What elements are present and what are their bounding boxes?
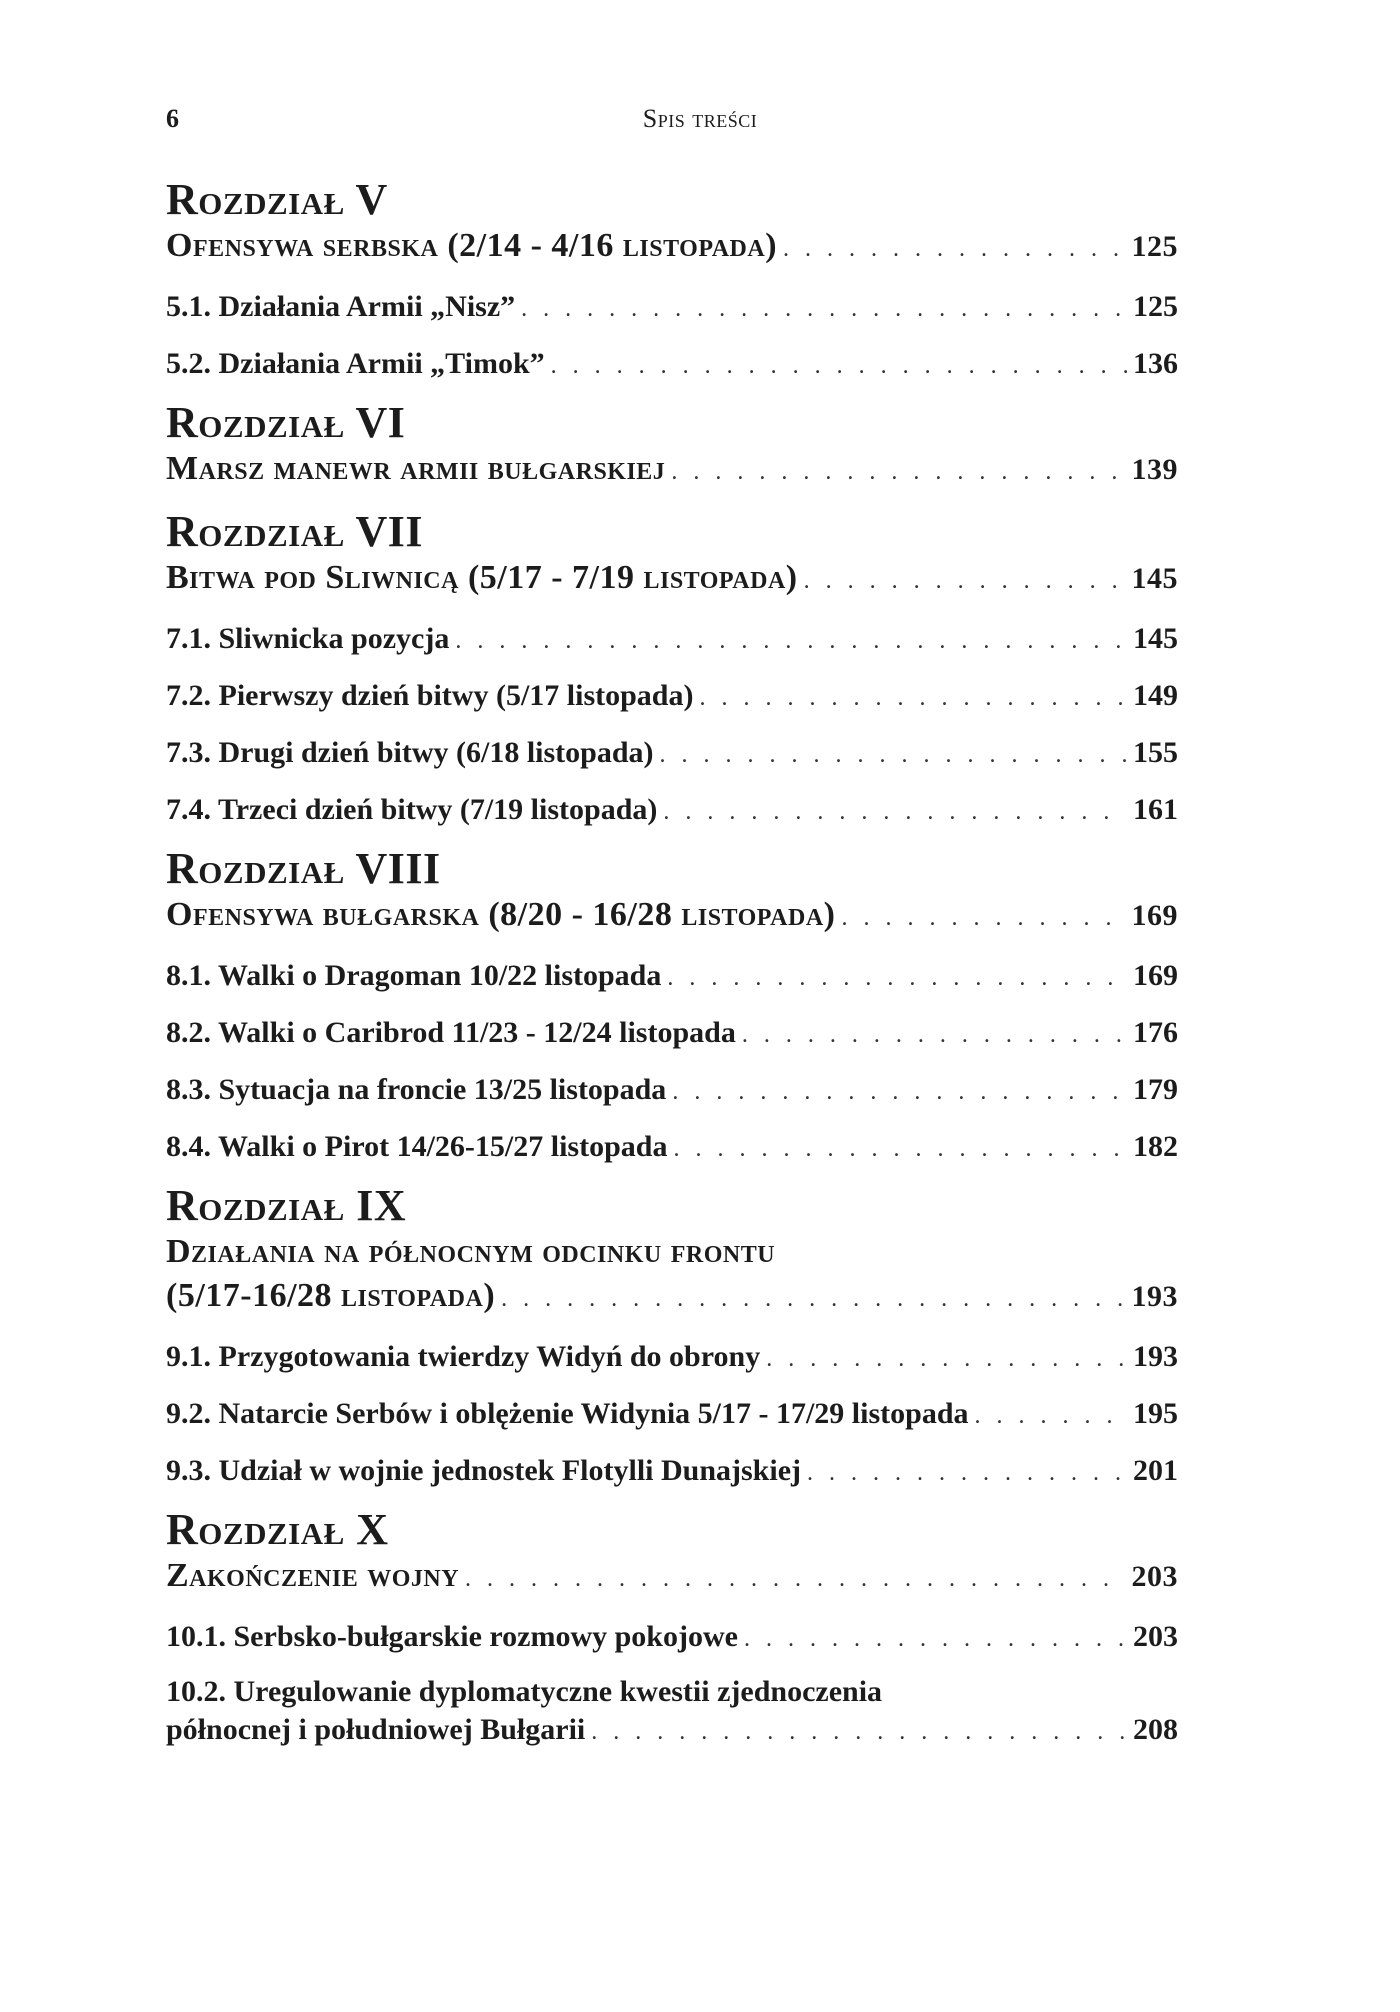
running-head: Spis treści <box>642 104 758 133</box>
page-ref: 139 <box>1131 453 1178 486</box>
chapter-label: Rozdział VI <box>166 398 406 447</box>
page-ref: 149 <box>1133 679 1178 712</box>
dot-leader <box>671 450 1125 494</box>
section-title: 7.4. Trzeci dzień bitwy (7/19 listopada) <box>166 793 658 826</box>
dot-leader <box>660 736 1127 774</box>
page-ref: 125 <box>1131 230 1178 263</box>
chapter-title-row[interactable] <box>166 556 1178 603</box>
chapter-title-row[interactable] <box>166 1274 1178 1321</box>
page-ref: 145 <box>1131 562 1178 595</box>
chapter-label: Rozdział X <box>166 1505 389 1554</box>
page-ref: 136 <box>1133 347 1178 380</box>
page-ref: 161 <box>1133 793 1178 826</box>
section-row[interactable] <box>166 288 1178 328</box>
dot-leader <box>842 896 1126 940</box>
section-title: 9.3. Udział w wojnie jednostek Flotylli Dunajskiej <box>166 1454 802 1487</box>
dot-leader <box>766 1340 1127 1378</box>
page-ref: 182 <box>1133 1130 1178 1163</box>
section-title: 7.3. Drugi dzień bitwy (6/18 listopada) <box>166 736 654 769</box>
dot-leader <box>975 1397 1127 1435</box>
chapter-label: Rozdział IX <box>166 1181 407 1230</box>
section-row[interactable] <box>166 345 1178 385</box>
page-ref: 125 <box>1133 290 1178 323</box>
section-row[interactable] <box>166 620 1178 660</box>
chapter-title: Ofensywa serbska (2/14 - 4/16 listopada) <box>166 227 778 264</box>
dot-leader <box>551 347 1127 385</box>
section-title: 8.2. Walki o Caribrod 11/23 - 12/24 listopada <box>166 1016 736 1049</box>
dot-leader <box>455 622 1127 660</box>
section-row[interactable] <box>166 791 1178 831</box>
chapter-title: (5/17-16/28 listopada) <box>166 1277 496 1314</box>
section-row[interactable] <box>166 1395 1178 1435</box>
dot-leader <box>673 1130 1127 1168</box>
dot-leader <box>699 679 1127 717</box>
page-ref: 193 <box>1131 1280 1178 1313</box>
dot-leader <box>663 793 1127 831</box>
dot-leader <box>501 1277 1125 1321</box>
page-ref: 193 <box>1133 1340 1178 1373</box>
chapter-title-row[interactable] <box>166 224 1178 271</box>
section-title-line[interactable]: 10.2. Uregulowanie dyplomatyczne kwestii zjednoczenia <box>166 1675 883 1708</box>
dot-leader <box>672 1073 1127 1111</box>
page-ref: 179 <box>1133 1073 1178 1106</box>
dot-leader <box>465 1557 1125 1601</box>
chapter-viii <box>166 845 1178 1168</box>
chapter-vi <box>166 399 1178 494</box>
page-ref: 169 <box>1133 959 1178 992</box>
chapter-title: Ofensywa bułgarska (8/20 - 16/28 listopada) <box>166 896 836 933</box>
section-row[interactable] <box>166 677 1178 717</box>
section-title: 9.1. Przygotowania twierdzy Widyń do obrony <box>166 1340 761 1373</box>
section-row[interactable] <box>166 734 1178 774</box>
page-ref: 145 <box>1133 622 1178 655</box>
dot-leader <box>667 959 1127 997</box>
dot-leader <box>783 227 1125 271</box>
section-row[interactable] <box>166 957 1178 997</box>
section-row[interactable] <box>166 1711 1178 1751</box>
section-title: 8.4. Walki o Pirot 14/26-15/27 listopada <box>166 1130 668 1163</box>
table-of-contents <box>166 176 1178 1765</box>
chapter-title: Marsz manewr armii bułgarskiej <box>166 450 666 487</box>
page-number: 6 <box>166 104 179 133</box>
section-title: 5.2. Działania Armii „Timok” <box>166 347 545 380</box>
page-ref: 195 <box>1133 1397 1178 1430</box>
section-row[interactable] <box>166 1128 1178 1168</box>
section-title: 8.3. Sytuacja na froncie 13/25 listopada <box>166 1073 667 1106</box>
chapter-title-row[interactable] <box>166 447 1178 494</box>
chapter-x <box>166 1506 1178 1751</box>
dot-leader <box>744 1620 1127 1658</box>
dot-leader <box>591 1713 1127 1751</box>
section-title: północnej i południowej Bułgarii <box>166 1713 586 1746</box>
chapter-label: Rozdział V <box>166 175 388 224</box>
chapter-title-row[interactable] <box>166 893 1178 940</box>
dot-leader <box>521 290 1127 328</box>
section-row[interactable] <box>166 1452 1178 1492</box>
dot-leader <box>804 559 1126 603</box>
section-row[interactable] <box>166 1618 1178 1658</box>
page-ref: 169 <box>1131 899 1178 932</box>
dot-leader <box>807 1454 1127 1492</box>
page-ref: 155 <box>1133 736 1178 769</box>
chapter-title: Zakończenie wojny <box>166 1557 460 1594</box>
section-row[interactable] <box>166 1338 1178 1378</box>
chapter-label: Rozdział VIII <box>166 844 441 893</box>
section-title: 7.1. Sliwnicka pozycja <box>166 622 450 655</box>
chapter-label: Rozdział VII <box>166 507 423 556</box>
section-title: 8.1. Walki o Dragoman 10/22 listopada <box>166 959 662 992</box>
page-ref: 203 <box>1131 1560 1178 1593</box>
chapter-vii <box>166 508 1178 831</box>
section-title: 10.1. Serbsko-bułgarskie rozmowy pokojowe <box>166 1620 738 1653</box>
page-ref: 203 <box>1133 1620 1178 1653</box>
page-ref: 176 <box>1133 1016 1178 1049</box>
chapter-v <box>166 176 1178 385</box>
chapter-title-line[interactable]: Działania na północnym odcinku frontu <box>166 1233 776 1270</box>
chapter-title: Bitwa pod Sliwnicą (5/17 - 7/19 listopada) <box>166 559 798 596</box>
section-row[interactable] <box>166 1014 1178 1054</box>
dot-leader <box>742 1016 1127 1054</box>
section-title: 7.2. Pierwszy dzień bitwy (5/17 listopada) <box>166 679 694 712</box>
page-ref: 208 <box>1133 1713 1178 1746</box>
section-title: 5.1. Działania Armii „Nisz” <box>166 290 516 323</box>
page-ref: 201 <box>1133 1454 1178 1487</box>
chapter-ix <box>166 1182 1178 1492</box>
chapter-title-row[interactable] <box>166 1554 1178 1601</box>
section-title: 9.2. Natarcie Serbów i oblężenie Widynia 5/17 - 17/29 listopada <box>166 1397 969 1430</box>
section-row[interactable] <box>166 1071 1178 1111</box>
